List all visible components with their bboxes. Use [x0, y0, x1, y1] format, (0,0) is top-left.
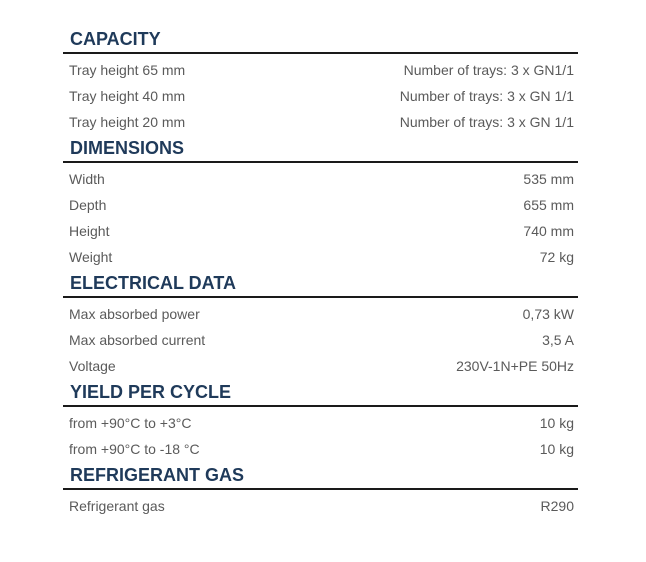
spec-label: Tray height 20 mm	[69, 114, 186, 130]
section-title: YIELD PER CYCLE	[70, 382, 232, 402]
spec-label: from +90°C to +3°C	[69, 415, 192, 431]
spec-value: 72 kg	[539, 249, 574, 265]
spec-label: Weight	[69, 249, 113, 265]
spec-value: Number of trays: 3 x GN1/1	[403, 62, 574, 78]
spec-row	[63, 109, 578, 135]
spec-label: Height	[69, 223, 110, 239]
section-header	[63, 270, 578, 298]
section-capacity	[63, 26, 578, 135]
section-electrical-data	[63, 270, 578, 379]
spec-value: 10 kg	[539, 441, 574, 457]
spec-label: Max absorbed power	[69, 306, 200, 322]
spec-row	[63, 192, 578, 218]
spec-row	[63, 166, 578, 192]
spec-sheet	[63, 26, 578, 519]
spec-row	[63, 410, 578, 436]
section-title: CAPACITY	[70, 29, 161, 49]
spec-row	[63, 244, 578, 270]
spec-value: R290	[540, 498, 574, 514]
section-refrigerant-gas	[63, 462, 578, 519]
spec-row	[63, 353, 578, 379]
section-header	[63, 462, 578, 490]
spec-label: Depth	[69, 197, 107, 213]
section-header	[63, 135, 578, 163]
spec-value: 0,73 kW	[522, 306, 574, 322]
spec-value: Number of trays: 3 x GN 1/1	[399, 114, 574, 130]
spec-value: 3,5 A	[542, 332, 574, 348]
spec-value: 740 mm	[523, 223, 574, 239]
spec-value: 535 mm	[523, 171, 574, 187]
spec-value: Number of trays: 3 x GN 1/1	[399, 88, 574, 104]
spec-label: Tray height 40 mm	[69, 88, 186, 104]
section-title: DIMENSIONS	[70, 138, 185, 158]
section-header	[63, 379, 578, 407]
spec-row	[63, 83, 578, 109]
spec-value: 230V-1N+PE 50Hz	[456, 358, 574, 374]
spec-label: Width	[69, 171, 105, 187]
spec-label: Refrigerant gas	[69, 498, 165, 514]
section-title: REFRIGERANT GAS	[70, 465, 245, 485]
spec-row	[63, 301, 578, 327]
spec-row	[63, 57, 578, 83]
spec-row	[63, 436, 578, 462]
section-yield-per-cycle	[63, 379, 578, 462]
spec-label: Tray height 65 mm	[69, 62, 186, 78]
section-dimensions	[63, 135, 578, 270]
spec-value: 655 mm	[523, 197, 574, 213]
section-title: ELECTRICAL DATA	[70, 273, 236, 293]
spec-value: 10 kg	[539, 415, 574, 431]
spec-row	[63, 218, 578, 244]
spec-label: from +90°C to -18 °C	[69, 441, 200, 457]
spec-label: Voltage	[69, 358, 116, 374]
spec-row	[63, 327, 578, 353]
section-header	[63, 26, 578, 54]
spec-row	[63, 493, 578, 519]
spec-label: Max absorbed current	[69, 332, 206, 348]
